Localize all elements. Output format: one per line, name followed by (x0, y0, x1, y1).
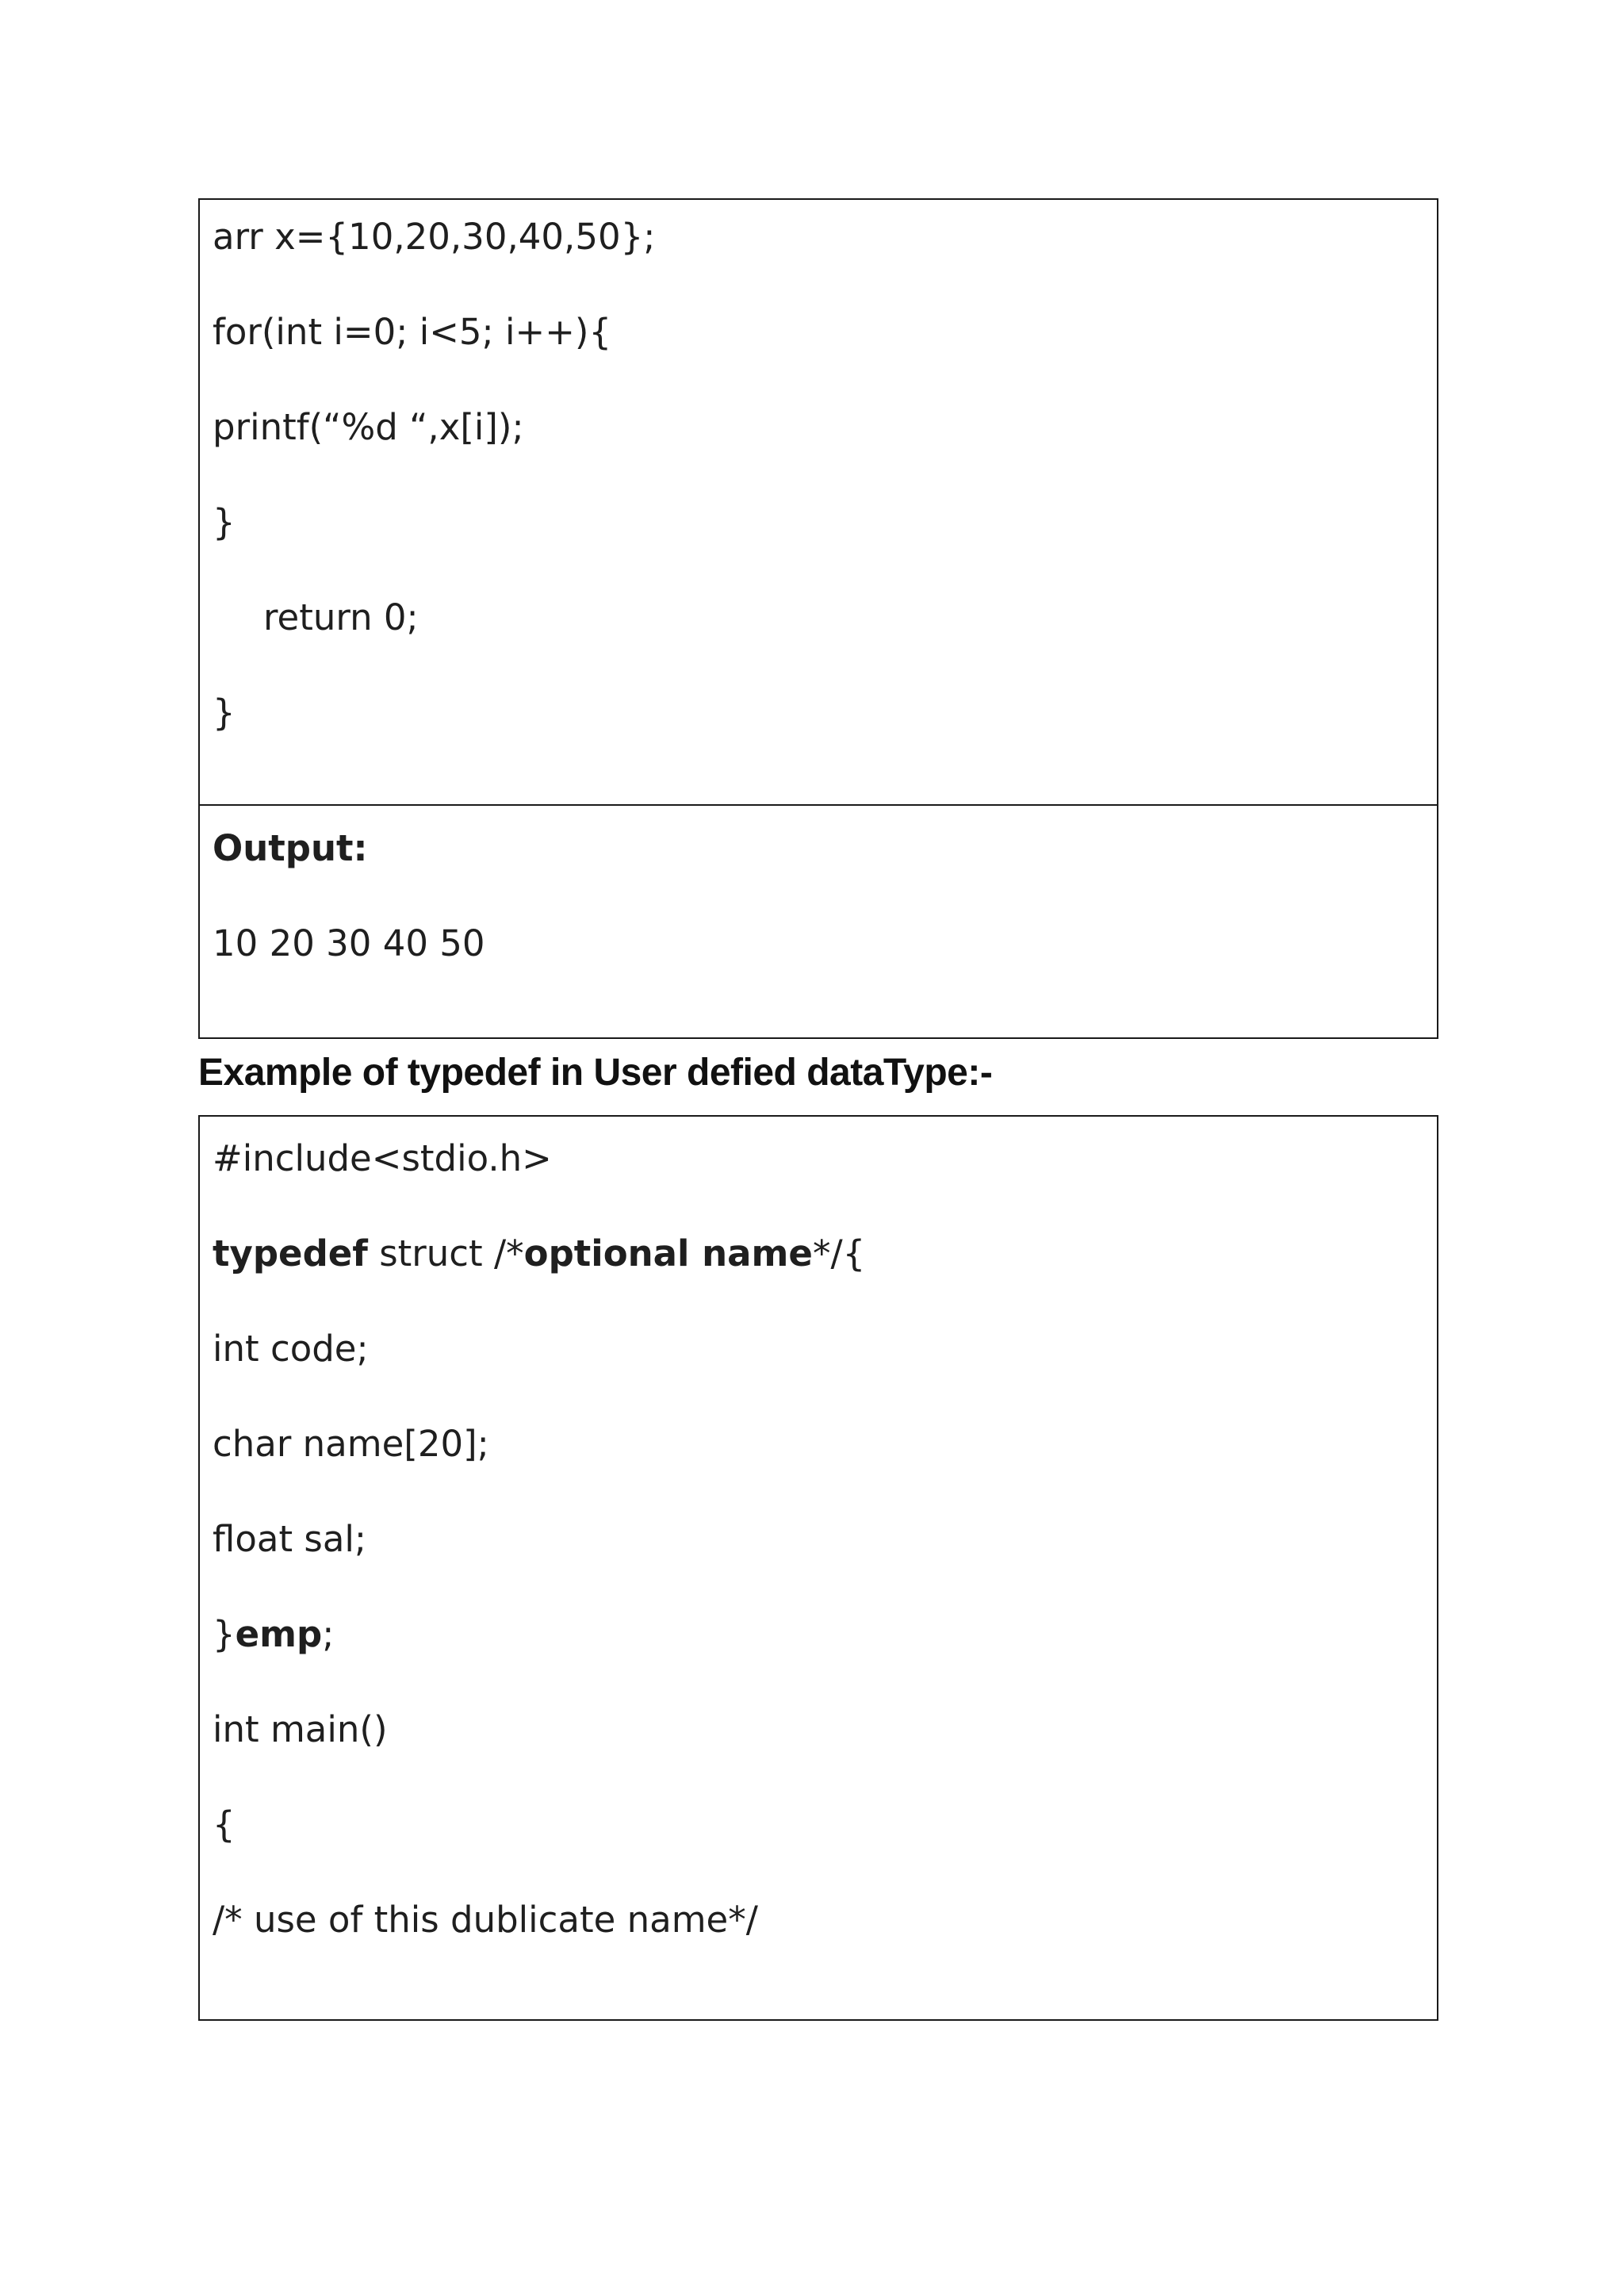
code-line: char name[20]; (213, 1423, 489, 1465)
code-line: int code; (213, 1328, 369, 1370)
code-line: for(int i=0; i<5; i++){ (213, 311, 612, 353)
code-line: { (213, 1803, 236, 1846)
code-line: float sal; (213, 1518, 367, 1560)
code-line: arr x={10,20,30,40,50}; (213, 216, 656, 258)
code-line-emp (213, 1613, 335, 1655)
code-line: printf(“%d “,x[i]); (213, 406, 524, 448)
code-fragment: */{ (812, 1232, 866, 1274)
code-line: } (213, 692, 236, 734)
section-heading: Example of typedef in User defied dataType:- (198, 1052, 993, 1094)
code-fragment: ; (322, 1613, 335, 1655)
output-value: 10 20 30 40 50 (213, 922, 485, 964)
code-line: } (213, 501, 236, 543)
code-box-typedef (198, 1115, 1438, 2021)
code-fragment: struct /* (367, 1232, 524, 1274)
code-line: int main() (213, 1708, 388, 1750)
optional-name-text: optional name (523, 1232, 813, 1274)
output-label: Output: (213, 827, 368, 869)
code-line: #include<stdio.h> (213, 1137, 552, 1179)
type-name-emp: emp (235, 1613, 323, 1655)
code-box-array-loop (198, 198, 1438, 1039)
keyword-typedef: typedef (213, 1232, 368, 1274)
output-divider (200, 804, 1437, 806)
code-line: return 0; (263, 596, 419, 638)
code-line-typedef (213, 1232, 866, 1274)
code-line: /* use of this dublicate name*/ (213, 1899, 758, 1941)
code-fragment: } (213, 1613, 236, 1655)
